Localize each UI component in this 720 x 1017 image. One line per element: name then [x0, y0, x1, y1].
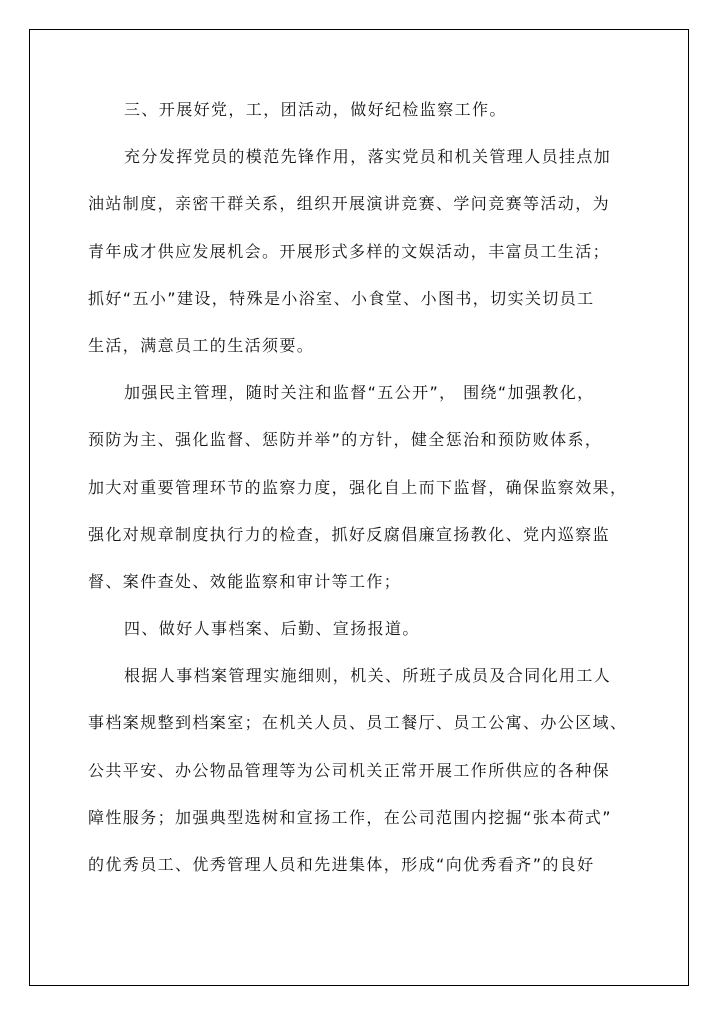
- paragraph-line: 公共平安、办公物品管理等为公司机关正常开展工作所供应的各种保: [88, 760, 611, 780]
- section-heading-3: 三、开展好党，工，团活动，做好纪检监察工作。: [124, 100, 507, 119]
- paragraph-line: 加强民主管理，随时关注和监督“五公开”， 围绕“加强教化，: [124, 383, 595, 403]
- paragraph-line: 督、案件查处、效能监察和审计等工作；: [88, 571, 402, 591]
- paragraph-line: 青年成才供应发展机会。开展形式多样的文娱活动，丰富员工生活；: [88, 241, 611, 261]
- paragraph-line: 抓好“五小”建设，特殊是小浴室、小食堂、小图书，切实关切员工: [88, 288, 595, 308]
- section-heading-4: 四、做好人事档案、后勤、宣扬报道。: [124, 619, 420, 639]
- paragraph-line: 的优秀员工、优秀管理人员和先进集体，形成“向优秀看齐”的良好: [88, 855, 595, 874]
- paragraph-line: 充分发挥党员的模范先锋作用，落实党员和机关管理人员挂点加: [124, 147, 612, 167]
- paragraph-line: 根据人事档案管理实施细则，机关、所班子成员及合同化用工人: [124, 666, 612, 686]
- paragraph-line: 事档案规整到档案室；在机关人员、员工餐厅、员工公寓、办公区域、: [88, 713, 628, 733]
- paragraph-line: 预防为主、强化监督、惩防并举”的方针，健全惩治和预防败体系，: [88, 430, 603, 450]
- paragraph-line: 生活，满意员工的生活须要。: [88, 335, 315, 355]
- paragraph-line: 障性服务；加强典型选树和宣扬工作，在公司范围内挖掘“张本荷式”: [88, 807, 612, 827]
- paragraph-line: 强化对规章制度执行力的检查，抓好反腐倡廉宣扬教化、党内巡察监: [88, 524, 611, 544]
- paragraph-line: 油站制度，亲密干群关系，组织开展演讲竞赛、学问竞赛等活动，为: [88, 194, 611, 214]
- paragraph-line: 加大对重要管理环节的监察力度，强化自上而下监督，确保监察效果，: [88, 477, 628, 497]
- document-body: [88, 90, 636, 892]
